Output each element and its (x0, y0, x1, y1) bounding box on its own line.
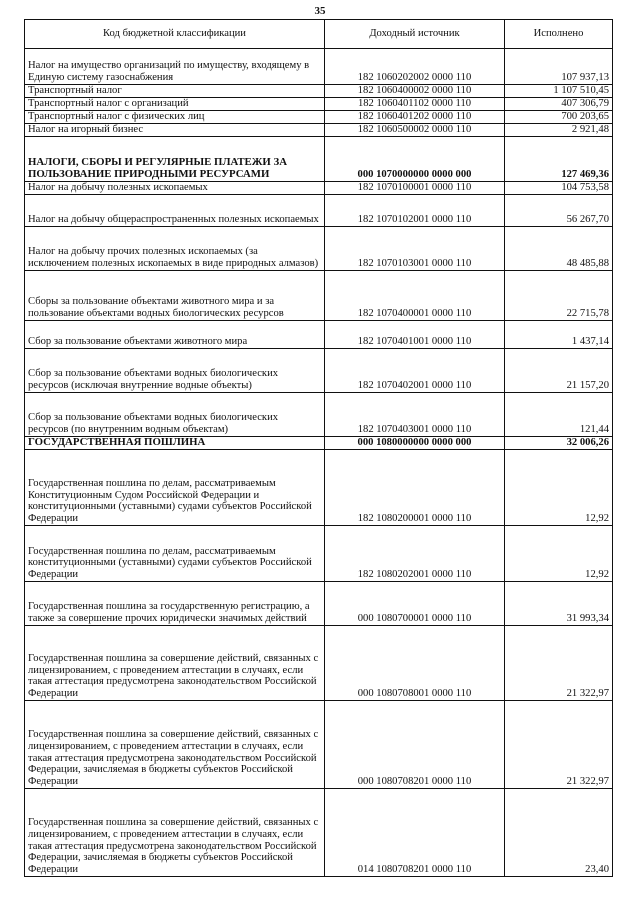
header-classification-code: Код бюджетной классификации (25, 20, 325, 49)
row-code: 182 1070100001 0000 110 (325, 182, 505, 195)
row-amount: 21 157,20 (505, 349, 613, 393)
table-row (25, 349, 613, 393)
row-name: Государственная пошлина за совершение действий, связанных с лицензированием, с проведением аттестации в случаях, если такая аттестация предусмотрена законодательством Российской Федерации, зачисляемая в бюджеты субъектов Российской Федерации (25, 701, 325, 789)
table-row (25, 182, 613, 195)
table-row (25, 195, 613, 227)
row-name: Налог на игорный бизнес (25, 124, 325, 137)
row-amount: 407 306,79 (505, 98, 613, 111)
header-executed: Исполнено (505, 20, 613, 49)
row-code: 000 1070000000 0000 000 (325, 137, 505, 182)
table-row (25, 450, 613, 526)
row-code: 182 1060400002 0000 110 (325, 85, 505, 98)
row-name: Налог на имущество организаций по имуществу, входящему в Единую систему газоснабжения (25, 49, 325, 85)
row-amount: 700 203,65 (505, 111, 613, 124)
row-code: 000 1080700001 0000 110 (325, 582, 505, 626)
row-name: Сборы за пользование объектами животного мира и за пользование объектами водных биологических ресурсов (25, 271, 325, 321)
row-name: Сбор за пользование объектами животного мира (25, 321, 325, 349)
row-name: Государственная пошлина за государственную регистрацию, а также за совершение прочих юридически значимых действий (25, 582, 325, 626)
row-code: 182 1070400001 0000 110 (325, 271, 505, 321)
row-amount: 48 485,88 (505, 227, 613, 271)
row-amount: 1 107 510,45 (505, 85, 613, 98)
row-code: 182 1070403001 0000 110 (325, 393, 505, 437)
row-name: Налог на добычу полезных ископаемых (25, 182, 325, 195)
row-code: 182 1070102001 0000 110 (325, 195, 505, 227)
row-name: Государственная пошлина за совершение действий, связанных с лицензированием, с проведением аттестации в случаях, если такая аттестация предусмотрена законодательством Российской Федерации (25, 626, 325, 701)
row-amount: 32 006,26 (505, 437, 613, 450)
table-row (25, 526, 613, 582)
table-row (25, 227, 613, 271)
table-row (25, 321, 613, 349)
row-name: Сбор за пользование объектами водных биологических ресурсов (по внутренним водным объектам) (25, 393, 325, 437)
table-row (25, 271, 613, 321)
row-amount: 21 322,97 (505, 701, 613, 789)
table-row (25, 49, 613, 85)
row-amount: 12,92 (505, 526, 613, 582)
page-number: 35 (314, 5, 326, 17)
row-name: Транспортный налог (25, 85, 325, 98)
row-name: Государственная пошлина за совершение действий, связанных с лицензированием, с проведением аттестации в случаях, если такая аттестация предусмотрена законодательством Российской Федерации, зачисляемая в бюджеты субъектов Российской Федерации (25, 789, 325, 877)
budget-table (24, 19, 613, 877)
row-code: 000 1080708201 0000 110 (325, 701, 505, 789)
row-name: Транспортный налог с организаций (25, 98, 325, 111)
row-amount: 23,40 (505, 789, 613, 877)
row-code: 000 1080000000 0000 000 (325, 437, 505, 450)
row-amount: 22 715,78 (505, 271, 613, 321)
row-name: Налог на добычу общераспространенных полезных ископаемых (25, 195, 325, 227)
row-amount: 121,44 (505, 393, 613, 437)
table-header (25, 20, 613, 49)
row-name: Государственная пошлина по делам, рассматриваемым Конституционным Судом Российской Федерации и конституционными (уставными) судами субъектов Российской Федерации (25, 450, 325, 526)
table-row (25, 137, 613, 182)
row-amount: 12,92 (505, 450, 613, 526)
header-income-source: Доходный источник (325, 20, 505, 49)
row-amount: 31 993,34 (505, 582, 613, 626)
row-code: 182 1080200001 0000 110 (325, 450, 505, 526)
row-code: 182 1060401102 0000 110 (325, 98, 505, 111)
row-name: Сбор за пользование объектами водных биологических ресурсов (исключая внутренние водные объекты) (25, 349, 325, 393)
table-row (25, 626, 613, 701)
row-amount: 21 322,97 (505, 626, 613, 701)
table-row (25, 437, 613, 450)
row-code: 000 1080708001 0000 110 (325, 626, 505, 701)
table-row (25, 111, 613, 124)
row-code: 182 1070402001 0000 110 (325, 349, 505, 393)
table-row (25, 98, 613, 111)
row-amount: 1 437,14 (505, 321, 613, 349)
row-code: 182 1060202002 0000 110 (325, 49, 505, 85)
row-name: Налог на добычу прочих полезных ископаемых (за исключением полезных ископаемых в виде природных алмазов) (25, 227, 325, 271)
row-amount: 2 921,48 (505, 124, 613, 137)
row-name: Транспортный налог с физических лиц (25, 111, 325, 124)
table-row (25, 582, 613, 626)
row-code: 182 1070103001 0000 110 (325, 227, 505, 271)
row-code: 182 1060401202 0000 110 (325, 111, 505, 124)
table-row (25, 85, 613, 98)
row-code: 182 1080202001 0000 110 (325, 526, 505, 582)
table-row (25, 701, 613, 789)
table-row (25, 124, 613, 137)
row-code: 182 1070401001 0000 110 (325, 321, 505, 349)
row-code: 182 1060500002 0000 110 (325, 124, 505, 137)
row-amount: 104 753,58 (505, 182, 613, 195)
table-row (25, 789, 613, 877)
row-name: Государственная пошлина по делам, рассматриваемым конституционными (уставными) судами субъектов Российской Федерации (25, 526, 325, 582)
row-amount: 107 937,13 (505, 49, 613, 85)
row-amount: 56 267,70 (505, 195, 613, 227)
row-name: ГОСУДАРСТВЕННАЯ ПОШЛИНА (25, 437, 325, 450)
row-name: НАЛОГИ, СБОРЫ И РЕГУЛЯРНЫЕ ПЛАТЕЖИ ЗА ПОЛЬЗОВАНИЕ ПРИРОДНЫМИ РЕСУРСАМИ (25, 137, 325, 182)
table-row (25, 393, 613, 437)
row-code: 014 1080708201 0000 110 (325, 789, 505, 877)
row-amount: 127 469,36 (505, 137, 613, 182)
